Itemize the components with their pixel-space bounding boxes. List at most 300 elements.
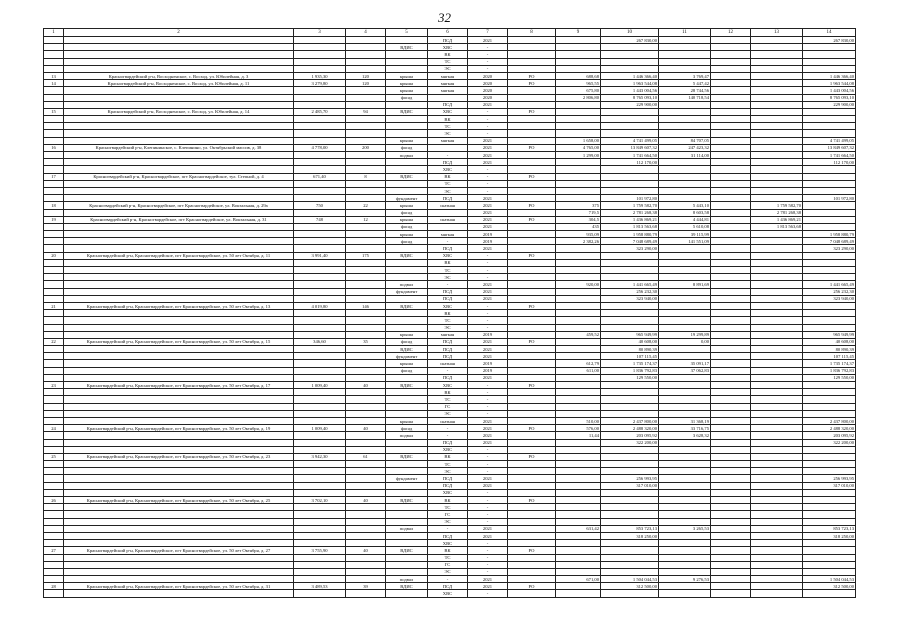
cell-subtype: ЭС [428,324,468,331]
cell-unit-cost: 39 115,99 [659,231,711,238]
cell-num [44,317,64,324]
cell-residents [346,166,386,173]
cell-year: - [468,173,508,180]
cell-unit-cost: 5 610,08 [659,223,711,230]
cell-volume [556,195,601,202]
cell-element [386,51,428,58]
cell-col13 [751,568,803,575]
cell-area: 671,40 [294,173,346,180]
cell-num: 23 [44,382,64,389]
cell-unit-cost [659,453,711,460]
cell-volume [556,396,601,403]
cell-total: 40 608,00 [803,338,856,345]
cell-unit-cost: 3 265,53 [659,525,711,532]
cell-volume: 1 658,00 [556,137,601,144]
table-row [44,195,856,202]
cell-address [64,288,294,295]
cell-area [294,44,346,51]
cell-method [508,94,556,101]
cell-subtype: ЭС [428,410,468,417]
cell-area [294,446,346,453]
cell-total [803,202,856,209]
cell-cost: 1 958 880,79 [601,231,659,238]
cell-residents [346,374,386,381]
cell-num [44,94,64,101]
cell-num [44,116,64,123]
cell-area [294,489,346,496]
cell-element: крыша [386,360,428,367]
table-row [44,288,856,295]
cell-col13 [751,231,803,238]
table-row [44,209,856,216]
cell-method [508,238,556,245]
cell-address [64,123,294,130]
cell-area [294,310,346,317]
cell-area [294,295,346,302]
cell-num [44,482,64,489]
cell-total [803,396,856,403]
cell-area [294,37,346,44]
cell-unit-cost [659,187,711,194]
cell-num: 28 [44,583,64,590]
cell-year: 2021 [468,209,508,216]
cell-col13 [751,173,803,180]
cell-col12 [711,44,751,51]
cell-num [44,561,64,568]
cell-year: - [468,65,508,72]
cell-area [294,410,346,417]
cell-subtype: мягкая [428,72,468,79]
cell-unit-cost: 141 551,09 [659,238,711,245]
cell-volume [556,504,601,511]
cell-element [386,403,428,410]
cell-residents: 146 [346,302,386,309]
cell-num [44,367,64,374]
cell-num: 26 [44,497,64,504]
cell-residents [346,568,386,575]
cell-area [294,518,346,525]
table-row [44,403,856,410]
cell-subtype: ХВС [428,302,468,309]
cell-address [64,166,294,173]
header-cell-method: 8 [508,29,556,37]
cell-address [64,525,294,532]
cell-address [64,331,294,338]
cell-total [803,561,856,568]
cell-residents [346,295,386,302]
cell-unit-cost [659,324,711,331]
table-row [44,72,856,79]
table-row [44,166,856,173]
cell-element [386,389,428,396]
table-row [44,360,856,367]
cell-num [44,489,64,496]
cell-address [64,180,294,187]
cell-area [294,123,346,130]
cell-col13 [751,389,803,396]
cell-total: 2 488 320,00 [803,425,856,432]
cell-total [803,180,856,187]
cell-residents [346,554,386,561]
cell-col13 [751,583,803,590]
cell-unit-cost [659,252,711,259]
cell-element [386,482,428,489]
cell-total [803,274,856,281]
cell-col12 [711,410,751,417]
cell-col13 [751,238,803,245]
cell-volume [556,374,601,381]
header-cell-residents: 4 [346,29,386,37]
cell-area [294,259,346,266]
cell-volume [556,108,601,115]
cell-method [508,374,556,381]
cell-col12 [711,94,751,101]
cell-element: ВДИС [386,382,428,389]
cell-method [508,576,556,583]
cell-year: 2021 [468,576,508,583]
table-row [44,389,856,396]
cell-element: ВДИС [386,302,428,309]
cell-volume [556,497,601,504]
cell-col13: 2 781 268,38 [751,209,803,216]
cell-element: крыша [386,231,428,238]
cell-num [44,576,64,583]
cell-col12 [711,72,751,79]
cell-method [508,116,556,123]
cell-method [508,37,556,44]
cell-col13 [751,281,803,288]
cell-address [64,540,294,547]
cell-residents: 200 [346,144,386,151]
cell-cost: 322 200,00 [601,439,659,446]
cell-unit-cost [659,583,711,590]
cell-element [386,561,428,568]
cell-col13 [751,51,803,58]
cell-total: 7 048 689,49 [803,238,856,245]
cell-year: - [468,108,508,115]
cell-element [386,116,428,123]
cell-subtype: - [428,525,468,532]
cell-num [44,281,64,288]
cell-col12 [711,446,751,453]
cell-subtype: - [428,576,468,583]
cell-area [294,468,346,475]
header-row [44,29,856,37]
cell-element: крыша [386,87,428,94]
cell-col12 [711,187,751,194]
cell-address [64,590,294,597]
cell-method [508,367,556,374]
cell-subtype: ЭС [428,187,468,194]
cell-area [294,137,346,144]
cell-element: фасад [386,209,428,216]
table-row [44,130,856,137]
cell-volume [556,446,601,453]
cell-cost: 4 741 499,05 [601,137,659,144]
cell-unit-cost [659,180,711,187]
cell-col12 [711,475,751,482]
cell-subtype: - [428,425,468,432]
cell-cost [601,166,659,173]
cell-element: ВДИС [386,547,428,554]
cell-volume: 459,52 [556,331,601,338]
cell-element: ВДИС [386,453,428,460]
cell-area: 750 [294,202,346,209]
cell-year: 2021 [468,475,508,482]
cell-year: - [468,180,508,187]
cell-col13 [751,590,803,597]
cell-cost [601,51,659,58]
cell-unit-cost [659,497,711,504]
cell-address [64,403,294,410]
cell-col12 [711,360,751,367]
cell-method [508,101,556,108]
cell-total [803,259,856,266]
cell-unit-cost [659,482,711,489]
cell-num [44,101,64,108]
cell-unit-cost [659,123,711,130]
cell-element: крыша [386,137,428,144]
cell-subtype: ПСД [428,475,468,482]
cell-year: 2021 [468,144,508,151]
cell-subtype: ПСД [428,482,468,489]
cell-area [294,267,346,274]
cell-address: Красногвардейский р-н, Красногвардейское, пгт Красногвардейское, ул. 50 лет Октября, д. 31 [64,583,294,590]
cell-address: Красногвардейский р-н, Красногвардейское, пгт Красногвардейское, ул. 50 лет Октября, д. 13 [64,302,294,309]
cell-address: Красногвардейский р-н, Красногвардейское, пгт Красногвардейское, ул. 50 лет Октября, д. 19 [64,425,294,432]
cell-method [508,568,556,575]
cell-subtype: ПСД [428,532,468,539]
cell-col13 [751,468,803,475]
cell-method [508,180,556,187]
cell-area: 4 778,00 [294,144,346,151]
cell-method [508,288,556,295]
cell-unit-cost: 8 603,58 [659,209,711,216]
cell-residents [346,123,386,130]
cell-address [64,159,294,166]
cell-num [44,65,64,72]
cell-volume [556,338,601,345]
cell-unit-cost [659,302,711,309]
cell-col13 [751,72,803,79]
cell-method: РО [508,72,556,79]
cell-cost: 229 900,00 [601,101,659,108]
cell-element: крыша [386,216,428,223]
cell-unit-cost: 0,00 [659,338,711,345]
cell-method [508,137,556,144]
cell-residents: 22 [346,202,386,209]
cell-col12 [711,209,751,216]
cell-method [508,274,556,281]
cell-col12 [711,267,751,274]
cell-subtype: ТС [428,504,468,511]
cell-cost: 256 993,95 [601,475,659,482]
cell-unit-cost [659,461,711,468]
cell-year: - [468,504,508,511]
cell-cost: 1 443 004,56 [601,87,659,94]
cell-element [386,461,428,468]
cell-unit-cost [659,353,711,360]
cell-method [508,310,556,317]
cell-col13 [751,324,803,331]
cell-total [803,389,856,396]
table-row [44,324,856,331]
cell-cost: 1 741 664,50 [601,152,659,159]
header-cell-col12: 12 [711,29,751,37]
cell-num [44,159,64,166]
cell-total: 1 963 544,08 [803,80,856,87]
cell-method [508,482,556,489]
cell-residents [346,576,386,583]
cell-col12 [711,137,751,144]
cell-col13 [751,461,803,468]
cell-cost [601,511,659,518]
cell-volume [556,511,601,518]
cell-cost [601,489,659,496]
cell-unit-cost: 31 114,00 [659,152,711,159]
cell-num [44,44,64,51]
table-row [44,80,856,87]
cell-area [294,288,346,295]
cell-element: подвал [386,281,428,288]
cell-residents [346,532,386,539]
cell-method [508,195,556,202]
cell-unit-cost [659,532,711,539]
cell-total [803,446,856,453]
table-row [44,252,856,259]
cell-subtype: ПСД [428,439,468,446]
cell-method [508,324,556,331]
cell-method: РО [508,144,556,151]
cell-address [64,489,294,496]
cell-cost [601,302,659,309]
cell-address [64,518,294,525]
cell-col12 [711,87,751,94]
cell-col12 [711,166,751,173]
cell-col13 [751,374,803,381]
cell-total: 1 504 044,53 [803,576,856,583]
cell-subtype: - [428,152,468,159]
cell-cost [601,267,659,274]
cell-element: фундамент [386,288,428,295]
cell-element: ВДИС [386,173,428,180]
cell-col13 [751,511,803,518]
cell-area [294,561,346,568]
cell-method [508,561,556,568]
cell-method [508,58,556,65]
cell-num: 27 [44,547,64,554]
cell-subtype: ХВС [428,540,468,547]
cell-year: 2021 [468,281,508,288]
cell-col13 [751,453,803,460]
cell-year: - [468,453,508,460]
cell-residents [346,475,386,482]
cell-element [386,439,428,446]
cell-address [64,245,294,252]
cell-element [386,489,428,496]
cell-subtype: ПСД [428,295,468,302]
cell-element: крыша [386,202,428,209]
cell-year: 2021 [468,353,508,360]
cell-unit-cost [659,288,711,295]
cell-residents [346,87,386,94]
cell-cost [601,561,659,568]
cell-area: 748 [294,216,346,223]
cell-area [294,317,346,324]
cell-col13 [751,518,803,525]
cell-total [803,568,856,575]
cell-cost: 1 836 792,83 [601,367,659,374]
cell-subtype: скатная [428,202,468,209]
cell-total [803,116,856,123]
cell-year: - [468,554,508,561]
cell-method: РО [508,382,556,389]
cell-address [64,101,294,108]
cell-residents: 40 [346,497,386,504]
cell-volume [556,317,601,324]
cell-total [803,497,856,504]
cell-subtype: скатная [428,417,468,424]
cell-method [508,353,556,360]
cell-residents [346,317,386,324]
cell-subtype [428,209,468,216]
cell-total: 13 849 607,32 [803,144,856,151]
cell-residents [346,396,386,403]
cell-element [386,324,428,331]
cell-residents [346,159,386,166]
cell-method [508,417,556,424]
cell-col13 [751,346,803,353]
cell-address: Красногвардейский р-н, Красногвардейское, пгт Красногвардейское, ул. 50 лет Октября, д. 11 [64,252,294,259]
cell-total [803,216,856,223]
cell-method [508,51,556,58]
cell-cost: 101 972,80 [601,195,659,202]
cell-volume [556,540,601,547]
cell-element [386,511,428,518]
cell-volume [556,561,601,568]
table-row [44,231,856,238]
cell-unit-cost [659,389,711,396]
cell-num [44,532,64,539]
cell-element: крыша [386,331,428,338]
cell-year: - [468,252,508,259]
cell-method [508,396,556,403]
cell-col13 [751,159,803,166]
cell-col12 [711,80,751,87]
cell-volume [556,159,601,166]
cell-col13 [751,425,803,432]
cell-col12 [711,245,751,252]
cell-cost [601,65,659,72]
cell-year: 2021 [468,216,508,223]
cell-element: фундамент [386,475,428,482]
cell-residents [346,274,386,281]
cell-element: ВДИС [386,44,428,51]
cell-address [64,367,294,374]
table-row [44,453,856,460]
cell-volume [556,187,601,194]
cell-col12 [711,547,751,554]
cell-element: подвал [386,576,428,583]
table-row [44,152,856,159]
cell-unit-cost: 3 769,47 [659,72,711,79]
cell-element [386,187,428,194]
cell-address [64,432,294,439]
cell-address [64,94,294,101]
cell-volume [556,252,601,259]
table-row [44,87,856,94]
cell-element [386,554,428,561]
